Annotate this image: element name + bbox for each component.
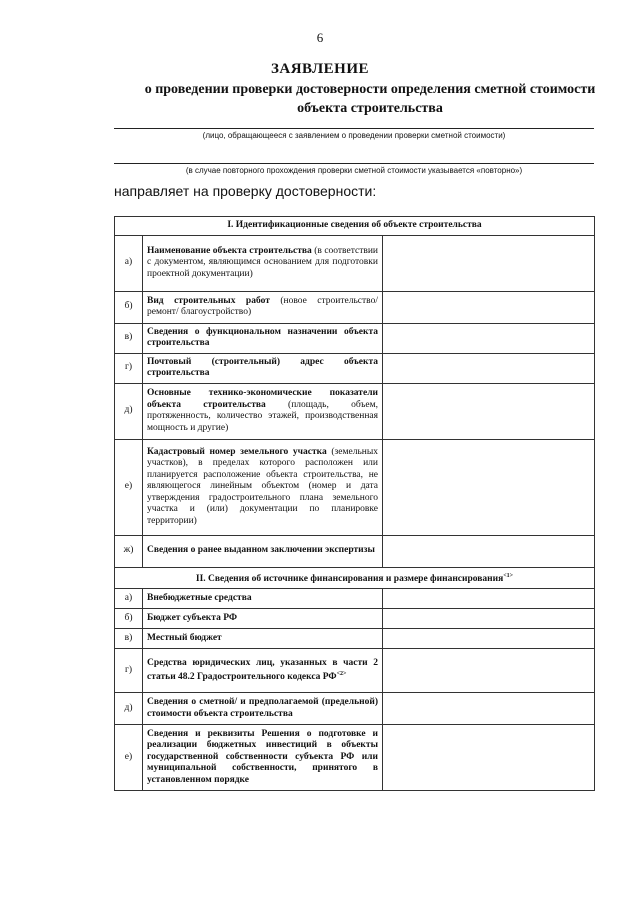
table-row <box>115 535 595 567</box>
row-label: Сведения о сметной/ и предполагаемой (предельной) стоимости объекта строительства <box>143 693 383 725</box>
repeat-caption: (в случае повторного прохождения проверки сметной стоимости указывается «повторно») <box>185 166 523 175</box>
row-index: д) <box>115 383 143 439</box>
document-subtitle: о проведении проверки достоверности определения сметной стоимости объекта строительства <box>144 82 596 116</box>
document-title: ЗАЯВЛЕНИЕ <box>270 61 370 77</box>
row-index: а) <box>115 589 143 609</box>
value-cell[interactable] <box>383 439 595 535</box>
applicant-line <box>114 128 594 129</box>
row-index: г) <box>115 649 143 693</box>
application-form-table <box>114 216 595 791</box>
table-row <box>115 589 595 609</box>
footnote-1-marker: <1> <box>503 572 514 579</box>
section-1-title: I. Идентификационные сведения об объекте строительства <box>115 217 595 236</box>
row-label: Почтовый (строительный) адрес объекта строительства <box>143 353 383 383</box>
row-index: в) <box>115 629 143 649</box>
row-label: Средства юридических лиц, указанных в части 2 статьи 48.2 Градостроительного кодекса $РФ^{<2>}$ <box>143 649 383 693</box>
row-index: в) <box>115 323 143 353</box>
table-row <box>115 291 595 323</box>
row-label: Кадастровый номер земельного участка (земельных участков), в пределах которого расположен или планируется расположение объекта строительства, не являющегося линейным объектом (номер и дата утверждения градостроительного плана земельного участка и (или) документации по планировке территории) <box>143 439 383 535</box>
row-index: а) <box>115 235 143 291</box>
applicant-caption: (лицо, обращающееся с заявлением о проведении проверки сметной стоимости) <box>202 131 506 140</box>
table-row <box>115 629 595 649</box>
table-row <box>115 235 595 291</box>
row-label: Сведения и реквизиты Решения о подготовке и реализации бюджетных инвестиций в объекты государственной собственности субъекта РФ или муниципальной собственности, принятого в установленном порядке <box>143 725 383 791</box>
value-cell[interactable] <box>383 649 595 693</box>
table-row <box>115 725 595 791</box>
section-header-row <box>115 217 595 236</box>
value-cell[interactable] <box>383 629 595 649</box>
row-label: Бюджет субъекта РФ <box>143 609 383 629</box>
row-label: Сведения о функциональном назначении объекта строительства <box>143 323 383 353</box>
value-cell[interactable] <box>383 323 595 353</box>
row-label: Вид строительных работ (новое строительство/ ремонт/ благоустройство) <box>143 291 383 323</box>
row-label: Основные технико-экономические показатели объекта строительства (площадь, объем, протяженность, количество этажей, производственная мощность и другие) <box>143 383 383 439</box>
value-cell[interactable] <box>383 725 595 791</box>
table-row <box>115 693 595 725</box>
table-row <box>115 609 595 629</box>
row-label: Местный бюджет <box>143 629 383 649</box>
intro-text: направляет на проверку достоверности: <box>114 183 377 199</box>
row-index: б) <box>115 291 143 323</box>
value-cell[interactable] <box>383 589 595 609</box>
row-label: Наименование объекта строительства (в соответствии с документом, являющимся основанием для подготовки проектной документации) <box>143 235 383 291</box>
row-label: Сведения о ранее выданном заключении экспертизы <box>143 535 383 567</box>
section-2-title: II. Сведения об источнике финансирования и размере финансирования$^{<1>}$ <box>115 567 595 589</box>
row-index: д) <box>115 693 143 725</box>
value-cell[interactable] <box>383 235 595 291</box>
row-index: е) <box>115 439 143 535</box>
table-row <box>115 323 595 353</box>
row-index: е) <box>115 725 143 791</box>
repeat-line <box>114 163 594 164</box>
row-index: ж) <box>115 535 143 567</box>
table-row <box>115 649 595 693</box>
section-header-row <box>115 567 595 589</box>
row-index: б) <box>115 609 143 629</box>
page-number: 6 <box>316 30 324 45</box>
value-cell[interactable] <box>383 353 595 383</box>
value-cell[interactable] <box>383 535 595 567</box>
footnote-2-marker: <2> <box>336 671 347 678</box>
value-cell[interactable] <box>383 609 595 629</box>
table-row <box>115 383 595 439</box>
value-cell[interactable] <box>383 693 595 725</box>
row-label: Внебюджетные средства <box>143 589 383 609</box>
value-cell[interactable] <box>383 383 595 439</box>
table-row <box>115 353 595 383</box>
value-cell[interactable] <box>383 291 595 323</box>
row-index: г) <box>115 353 143 383</box>
table-row <box>115 439 595 535</box>
